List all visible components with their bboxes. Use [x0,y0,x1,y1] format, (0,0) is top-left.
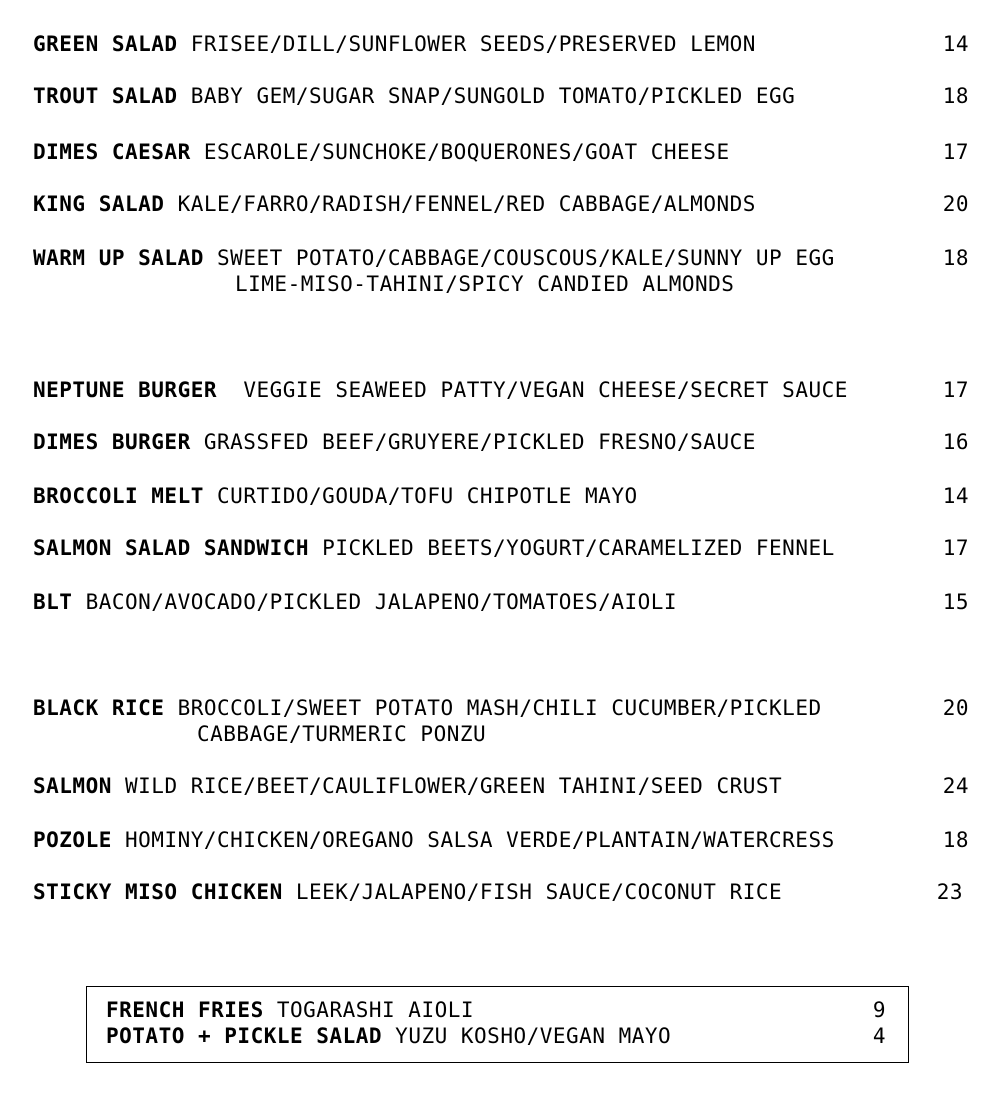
item-description: YUZU KOSHO/VEGAN MAYO [395,1024,672,1048]
item-description: ESCAROLE/SUNCHOKE/BOQUERONES/GOAT CHEESE [203,140,730,164]
menu-item-blt [33,589,969,615]
item-description: LEEK/JALAPENO/FISH SAUCE/COCONUT RICE [295,880,783,904]
item-description-continued: CABBAGE/TURMERIC PONZU [197,722,487,746]
item-name: NEPTUNE BURGER [33,378,218,402]
item-price: 17 [942,140,969,164]
item-description: GRASSFED BEEF/GRUYERE/PICKLED FRESNO/SAUCE [203,430,756,454]
item-name: BLT [33,590,73,614]
item-name: BLACK RICE [33,696,165,720]
item-name: POZOLE [33,828,112,852]
menu-item-king-salad [33,191,969,217]
item-price: 18 [942,828,969,852]
menu-item-trout-salad [33,83,969,109]
item-price: 17 [942,536,969,560]
item-description: PICKLED BEETS/YOGURT/CARAMELIZED FENNEL [322,536,835,560]
item-price: 15 [942,590,969,614]
item-name: BROCCOLI MELT [33,484,204,508]
item-price: 18 [942,246,969,270]
menu-item-warm-up-salad [33,245,969,297]
menu-item-salmon [33,773,969,799]
item-description: FRISEE/DILL/SUNFLOWER SEEDS/PRESERVED LEMON [190,32,756,56]
item-price: 9 [872,998,886,1022]
item-name: STICKY MISO CHICKEN [33,880,283,904]
item-price: 14 [942,32,969,56]
item-description: VEGGIE SEAWEED PATTY/VEGAN CHEESE/SECRET SAUCE [243,378,848,402]
item-description: KALE/FARRO/RADISH/FENNEL/RED CABBAGE/ALMONDS [177,192,756,216]
item-description: HOMINY/CHICKEN/OREGANO SALSA VERDE/PLANTAIN/WATERCRESS [125,828,835,852]
item-description: SWEET POTATO/CABBAGE/COUSCOUS/KALE/SUNNY UP EGG [217,246,835,270]
menu-item-neptune-burger [33,377,969,403]
item-name: KING SALAD [33,192,165,216]
item-price: 4 [872,1024,886,1048]
item-price: 18 [942,84,969,108]
menu-item-broccoli-melt [33,483,969,509]
item-description-continued: LIME-MISO-TAHINI/SPICY CANDIED ALMONDS [235,272,735,296]
item-price: 20 [942,192,969,216]
item-description: BROCCOLI/SWEET POTATO MASH/CHILI CUCUMBER/PICKLED [177,696,822,720]
item-price: 24 [942,774,969,798]
item-name: TROUT SALAD [33,84,178,108]
item-name: WARM UP SALAD [33,246,204,270]
item-name: POTATO + PICKLE SALAD [106,1024,383,1048]
item-description: WILD RICE/BEET/CAULIFLOWER/GREEN TAHINI/SEED CRUST [125,774,783,798]
item-price: 16 [942,430,969,454]
menu-item-black-rice [33,695,969,747]
item-name: DIMES CAESAR [33,140,191,164]
item-price: 14 [942,484,969,508]
menu-item-dimes-burger [33,429,969,455]
item-name: SALMON SALAD SANDWICH [33,536,310,560]
menu-item-green-salad [33,31,969,57]
item-description: TOGARASHI AIOLI [276,998,475,1022]
item-price: 20 [942,696,969,720]
side-item-potato-pickle-salad [106,1023,886,1049]
item-price: 17 [942,378,969,402]
item-price: 23 [936,880,963,904]
menu-item-dimes-caesar [33,139,969,165]
item-name: GREEN SALAD [33,32,178,56]
menu-item-salmon-salad-sandwich [33,535,969,561]
item-name: SALMON [33,774,112,798]
sides-box [86,986,909,1063]
side-item-french-fries [106,997,886,1023]
menu-item-sticky-miso-chicken [33,879,969,905]
item-description: BABY GEM/SUGAR SNAP/SUNGOLD TOMATO/PICKLED EGG [190,84,796,108]
menu-item-pozole [33,827,969,853]
item-description: CURTIDO/GOUDA/TOFU CHIPOTLE MAYO [217,484,638,508]
item-name: DIMES BURGER [33,430,191,454]
item-name: FRENCH FRIES [106,998,264,1022]
item-description: BACON/AVOCADO/PICKLED JALAPENO/TOMATOES/AIOLI [85,590,678,614]
